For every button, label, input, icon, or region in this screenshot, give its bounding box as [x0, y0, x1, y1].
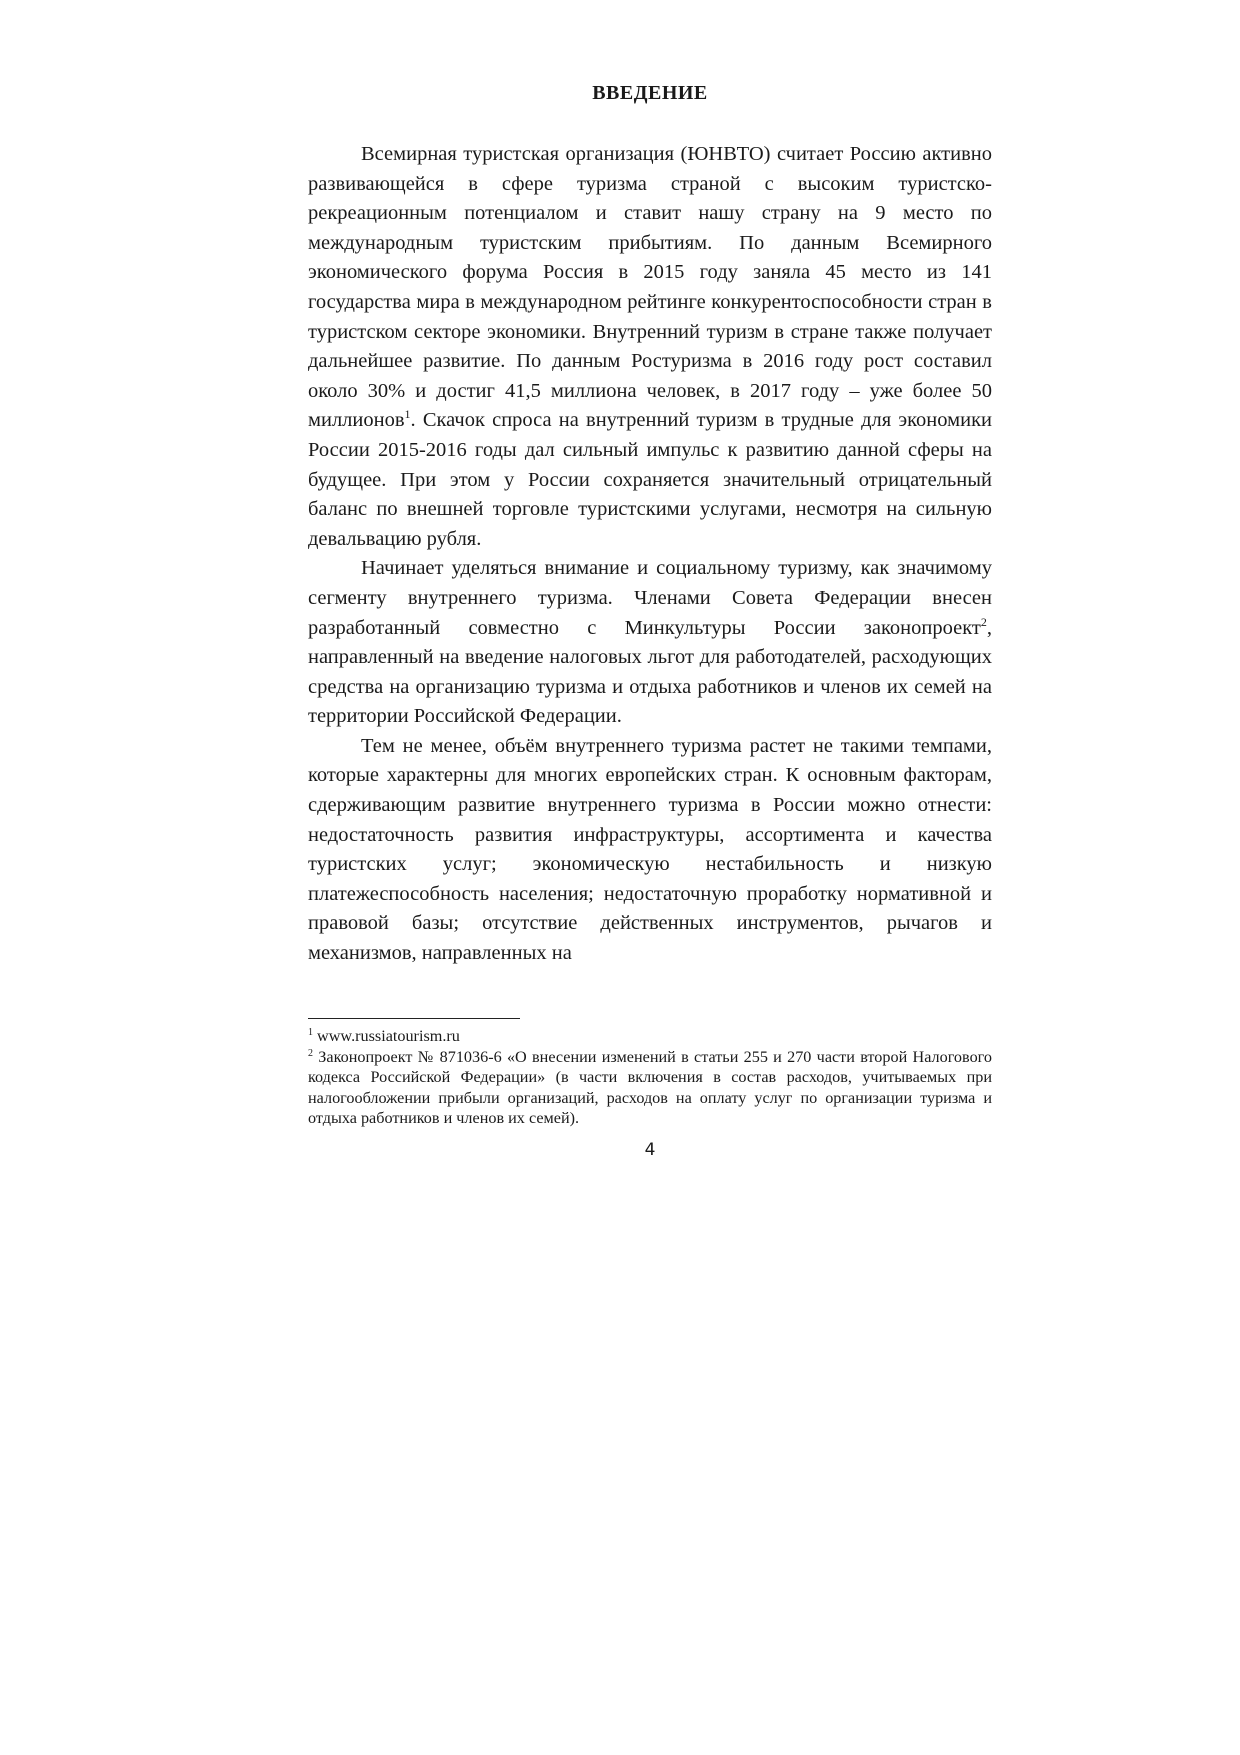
- page-number: 4: [644, 1140, 656, 1160]
- footnote-2-mark: 2: [308, 1047, 313, 1059]
- paragraph-1-text-b: . Скачок спроса на внутренний туризм в трудные для экономики России 2015-2016 годы дал сильный импульс к развитию данной сферы на будущее. При этом у России сохраняется значительный отрицательный баланс по внешней торговле туристскими услугами, несмотря на сильную девальвацию рубля.: [308, 409, 992, 550]
- footnote-1-mark: 1: [308, 1027, 313, 1038]
- paragraph-2: [308, 554, 992, 732]
- paragraph-1: [308, 140, 992, 554]
- footnote-2: [308, 1047, 992, 1129]
- paragraph-3: Тем не менее, объём внутреннего туризма растет не такими темпами, которые характерны для многих европейских стран. К основным факторам, сдерживающим развитие внутреннего туризма в России можно отнести: недостаточность развития инфраструктуры, ассортимента и качества туристских услуг; экономическую нестабильность и низкую платежеспособность населения; недостаточную проработку нормативной и правовой базы; отсутствие действенных инструментов, рычагов и механизмов, направленных на: [308, 734, 992, 965]
- footnote-2-text: Законопроект № 871036-6 «О внесении изменений в статьи 255 и 270 части второй Налогового кодекса Российской Федерации» (в части включения в состав расходов, учитываемых при налогообложении прибыли организаций, расходов на оплату услуг по организации туризма и отдыха работников и членов их семей).: [308, 1047, 992, 1127]
- paragraph-2-text-b: , направленный на введение налоговых льгот для работодателей, расходующих средства на организацию туризма и отдыха работников и членов их семей на территории Российской Федерации.: [308, 616, 992, 728]
- footnote-ref-1: 1: [404, 407, 411, 422]
- footnote-1-text: www.russiatourism.ru: [313, 1027, 460, 1045]
- paragraph-1-text-a: Всемирная туристская организация (ЮНВТО) считает Россию активно развивающейся в сфере туризма страной с высоким туристско-рекреационным потенциалом и ставит нашу страну на 9 место по международным туристским прибытиям. По данным Всемирного экономического форума Россия в 2015 году заняла 45 место из 141 государства мира в международном рейтинге конкурентоспособности стран в туристском секторе экономики. Внутренний туризм в стране также получает дальнейшее развитие. По данным Ростуризма в 2016 году рост составил около 30% и достиг 41,5 миллиона человек, в 2017 году – уже более 50 миллионов: [308, 143, 992, 432]
- footnote-ref-2: 2: [980, 614, 987, 629]
- body-text: [308, 140, 992, 969]
- footnotes: [308, 1026, 992, 1129]
- footnote-separator: [308, 1018, 520, 1019]
- footnote-1: [308, 1026, 992, 1047]
- paragraph-2-text-a: Начинает уделяться внимание и социальному туризму, как значимому сегменту внутреннего туризма. Членами Совета Федерации внесен разработанный совместно с Минкультуры России законопроект: [308, 557, 992, 639]
- page-title: ВВЕДЕНИЕ: [592, 82, 708, 104]
